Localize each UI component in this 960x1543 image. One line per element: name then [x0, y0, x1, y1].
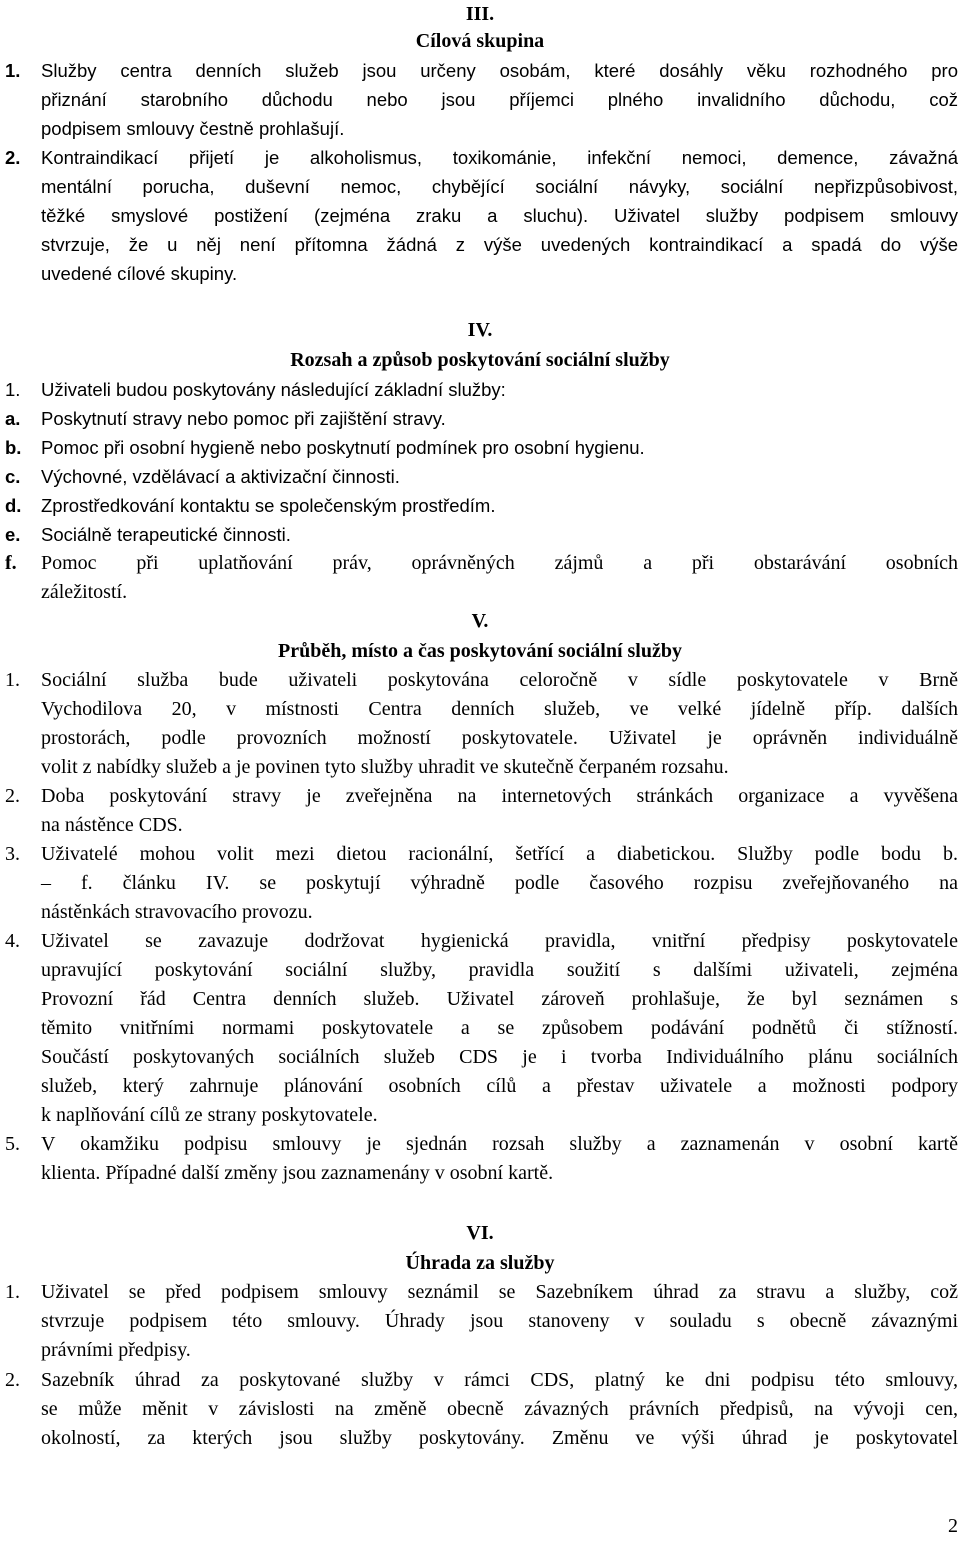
paragraph-line: Uživatel se zavazuje dodržovat hygienická pravidla, vnitřní předpisy poskytovatele — [41, 930, 958, 952]
section-4-number: IV. — [467, 319, 493, 341]
paragraph-number: 2. — [5, 785, 20, 807]
paragraph-number: 2. — [5, 1369, 20, 1391]
paragraph-number: 3. — [5, 843, 20, 865]
paragraph-line: Sazebník úhrad za poskytované služby v rámci CDS, platný ke dni podpisu této smlouvy, — [41, 1369, 958, 1391]
page-number: 2 — [948, 1515, 958, 1537]
section-6-number: VI. — [466, 1222, 494, 1244]
paragraph-number: 5. — [5, 1133, 20, 1155]
list-item-letter: f. — [5, 552, 17, 574]
list-item-text: Pomoc při osobní hygieně nebo poskytnutí podmínek pro osobní hygienu. — [41, 437, 645, 458]
paragraph-line: právními předpisy. — [41, 1339, 191, 1361]
paragraph-line: – f. článku IV. se poskytují výhradně podle časového rozpisu zveřejňovaného na — [41, 872, 958, 894]
paragraph-line: přiznání starobního důchodu nebo jsou příjemci plného invalidního důchodu, což — [41, 89, 958, 110]
paragraph-line: Uživateli budou poskytovány následující základní služby: — [41, 379, 506, 400]
list-item-letter: c. — [5, 466, 21, 487]
paragraph-line: klienta. Případné další změny jsou zaznamenány v osobní kartě. — [41, 1162, 554, 1184]
list-item-letter: e. — [5, 524, 21, 545]
paragraph-line: Uživatelé mohou volit mezi dietou racionální, šetřící a diabetickou. Služby podle bodu b. — [41, 843, 958, 865]
paragraph-line: Vychodilova 20, v místnosti Centra denních služeb, ve velké jídelně příp. dalších — [41, 698, 958, 720]
paragraph-line: volit z nabídky služeb a je povinen tyto služby uhradit ve skutečně čerpaném rozsahu. — [41, 756, 729, 778]
paragraph-number: 4. — [5, 930, 20, 952]
paragraph-number: 1. — [5, 669, 20, 691]
paragraph-line: k naplňování cílů ze strany poskytovatele. — [41, 1104, 378, 1126]
paragraph-line: mentální porucha, duševní nemoc, chybějící sociální návyky, sociální nepřizpůsobivost, — [41, 176, 958, 197]
paragraph-number: 2. — [5, 147, 21, 168]
paragraph-line: okolností, za kterých jsou služby poskytovány. Změnu ve výši úhrad je poskytovatel — [41, 1427, 958, 1449]
paragraph-line: V okamžiku podpisu smlouvy je sjednán rozsah služby a zaznamenán v osobní kartě — [41, 1133, 958, 1155]
paragraph-line: Součástí poskytovaných sociálních služeb CDS je i tvorba Individuálního plánu sociálních — [41, 1046, 958, 1068]
list-item-text: Poskytnutí stravy nebo pomoc při zajištění stravy. — [41, 408, 446, 429]
list-item-text: Výchovné, vzdělávací a aktivizační činnosti. — [41, 466, 400, 487]
section-6-title: Úhrada za služby — [405, 1252, 555, 1274]
list-item-text: Sociálně terapeutické činnosti. — [41, 524, 291, 545]
list-item-letter: a. — [5, 408, 21, 429]
section-4-title: Rozsah a způsob poskytování sociální služby — [290, 349, 670, 371]
paragraph-line: těmito vnitřními normami poskytovatele a se způsobem podávání podnětů či stížností. — [41, 1017, 958, 1039]
list-item-text: Pomoc při uplatňování práv, oprávněných zájmů a při obstarávání osobních — [41, 552, 958, 574]
paragraph-number: 1. — [5, 60, 21, 81]
paragraph-line: se může měnit v závislosti na změně obecně závazných právních předpisů, na vývoji cen, — [41, 1398, 958, 1420]
paragraph-number: 1. — [5, 379, 21, 400]
paragraph-line: Uživatel se před podpisem smlouvy seznámil se Sazebníkem úhrad za stravu a služby, což — [41, 1281, 958, 1303]
list-item-letter: b. — [5, 437, 22, 458]
section-5-number: V. — [471, 610, 489, 632]
list-item-text: záležitostí. — [41, 581, 128, 603]
paragraph-line: podpisem smlouvy čestně prohlašují. — [41, 118, 345, 139]
section-5-title: Průběh, místo a čas poskytování sociální služby — [278, 640, 682, 662]
paragraph-line: prostorách, podle provozních možností poskytovatele. Uživatel je oprávněn individuálně — [41, 727, 958, 749]
list-item-letter: d. — [5, 495, 22, 516]
paragraph-line: stvrzuje, že u něj není přítomna žádná z výše uvedených kontraindikací a spadá do výše — [41, 234, 958, 255]
paragraph-line: služeb, který zahrnuje plánování osobních cílů a přestav uživatele a možnosti podpory — [41, 1075, 958, 1097]
list-item-text: Zprostředkování kontaktu se společenským prostředím. — [41, 495, 496, 516]
paragraph-line: stvrzuje podpisem této smlouvy. Úhrady jsou stanoveny v souladu s obecně závaznými — [41, 1310, 958, 1332]
paragraph-line: Doba poskytování stravy je zveřejněna na internetových stránkách organizace a vyvěšena — [41, 785, 958, 807]
paragraph-number: 1. — [5, 1281, 20, 1303]
paragraph-line: Sociální služba bude uživateli poskytována celoročně v sídle poskytovatele v Brně — [41, 669, 958, 691]
section-3-title: Cílová skupina — [415, 30, 545, 52]
paragraph-line: upravující poskytování sociální služby, pravidla soužití s dalšími uživateli, zejména — [41, 959, 958, 981]
paragraph-line: uvedené cílové skupiny. — [41, 263, 238, 284]
paragraph-line: nástěnkách stravovacího provozu. — [41, 901, 313, 923]
section-3-number: III. — [465, 3, 495, 25]
paragraph-line: Kontraindikací přijetí je alkoholismus, toxikománie, infekční nemoci, demence, závažná — [41, 147, 958, 168]
paragraph-line: na nástěnce CDS. — [41, 814, 183, 836]
paragraph-line: Služby centra denních služeb jsou určeny osobám, které dosáhly věku rozhodného pro — [41, 60, 958, 81]
paragraph-line: Provozní řád Centra denních služeb. Uživatel zároveň prohlašuje, že byl seznámen s — [41, 988, 958, 1010]
paragraph-line: těžké smyslové postižení (zejména zraku a sluchu). Uživatel služby podpisem smlouvy — [41, 205, 958, 226]
